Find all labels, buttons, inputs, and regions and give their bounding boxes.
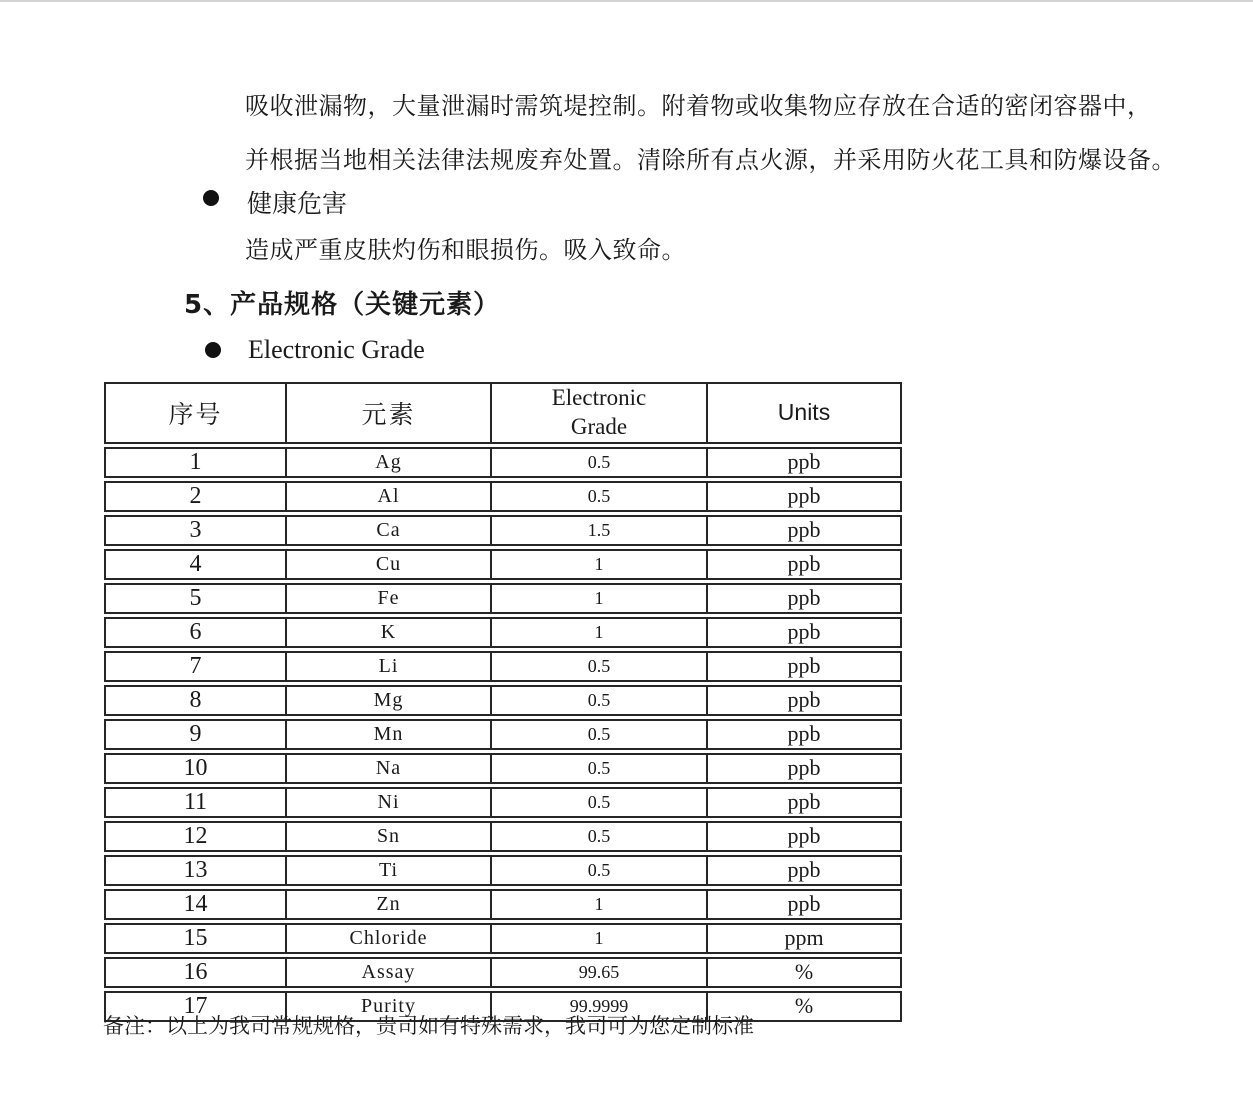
row-unit: ppb: [706, 685, 902, 716]
row-unit: ppb: [706, 447, 902, 478]
row-element: Cu: [285, 549, 490, 580]
health-hazard-bullet-label: 健康危害: [247, 189, 348, 218]
table-row: [104, 719, 902, 750]
table-header-row: [104, 382, 902, 444]
row-grade-value: 1: [490, 617, 706, 648]
row-index: 8: [104, 685, 285, 716]
row-grade-value: 0.5: [490, 821, 706, 852]
row-unit: ppb: [706, 515, 902, 546]
header-cell-units: Units: [706, 382, 902, 444]
row-element: Sn: [285, 821, 490, 852]
row-index: 6: [104, 617, 285, 648]
table-row: [104, 821, 902, 852]
row-grade-value: 1: [490, 923, 706, 954]
row-grade-value: 1: [490, 583, 706, 614]
table-row: [104, 583, 902, 614]
table-row: [104, 753, 902, 784]
row-unit: ppm: [706, 923, 902, 954]
row-index: 2: [104, 481, 285, 512]
table-row: [104, 549, 902, 580]
row-grade-value: 99.9999: [490, 991, 706, 1022]
table-row: [104, 651, 902, 682]
row-element: K: [285, 617, 490, 648]
table-footnote: 备注：以上为我司常规规格，贵司如有特殊需求，我司可为您定制标准: [103, 1014, 754, 1038]
header-grade-line-1: Electronic: [551, 385, 647, 410]
row-unit: ppb: [706, 583, 902, 614]
health-hazard-text: 造成严重皮肤灼伤和眼损伤。吸入致命。: [245, 236, 686, 264]
row-grade-value: 0.5: [490, 787, 706, 818]
row-index: 1: [104, 447, 285, 478]
row-index: 13: [104, 855, 285, 886]
row-grade-value: 0.5: [490, 753, 706, 784]
row-element: Ti: [285, 855, 490, 886]
row-index: 10: [104, 753, 285, 784]
row-unit: ppb: [706, 753, 902, 784]
row-element: Ca: [285, 515, 490, 546]
row-grade-value: 0.5: [490, 685, 706, 716]
row-unit: ppb: [706, 889, 902, 920]
table-row: [104, 617, 902, 648]
row-index: 5: [104, 583, 285, 614]
table-row: [104, 957, 902, 988]
row-grade-value: 1: [490, 889, 706, 920]
row-element: Ag: [285, 447, 490, 478]
row-grade-value: 0.5: [490, 447, 706, 478]
row-element: Mn: [285, 719, 490, 750]
row-grade-value: 0.5: [490, 855, 706, 886]
row-unit: ppb: [706, 549, 902, 580]
row-element: Al: [285, 481, 490, 512]
row-element: Mg: [285, 685, 490, 716]
row-index: 16: [104, 957, 285, 988]
row-index: 3: [104, 515, 285, 546]
row-unit: ppb: [706, 719, 902, 750]
row-element: Chloride: [285, 923, 490, 954]
row-element: Assay: [285, 957, 490, 988]
header-cell-grade: [490, 382, 706, 444]
spec-table: [104, 379, 902, 1025]
spill-paragraph-line-1: 吸收泄漏物，大量泄漏时需筑堤控制。附着物或收集物应存放在合适的密闭容器中，: [245, 92, 1152, 120]
table-row: [104, 923, 902, 954]
row-grade-value: 0.5: [490, 481, 706, 512]
row-unit: ppb: [706, 617, 902, 648]
spill-paragraph-line-2: 并根据当地相关法律法规废弃处置。清除所有点火源，并采用防火花工具和防爆设备。: [245, 146, 1176, 174]
table-row: [104, 787, 902, 818]
bullet-icon: [203, 190, 219, 206]
row-index: 7: [104, 651, 285, 682]
table-row: [104, 685, 902, 716]
row-unit: ppb: [706, 855, 902, 886]
table-row: [104, 889, 902, 920]
row-unit: ppb: [706, 787, 902, 818]
table-row: [104, 481, 902, 512]
row-unit: ppb: [706, 821, 902, 852]
row-grade-value: 0.5: [490, 651, 706, 682]
row-index: 4: [104, 549, 285, 580]
row-index: 11: [104, 787, 285, 818]
row-grade-value: 1.5: [490, 515, 706, 546]
electronic-grade-bullet-label: Electronic Grade: [248, 335, 425, 364]
row-element: Zn: [285, 889, 490, 920]
table-row: [104, 515, 902, 546]
scan-top-edge-artifact: [0, 0, 1253, 2]
row-grade-value: 1: [490, 549, 706, 580]
row-index: 12: [104, 821, 285, 852]
row-element: Li: [285, 651, 490, 682]
table-row: [104, 855, 902, 886]
row-unit: ppb: [706, 651, 902, 682]
row-grade-value: 0.5: [490, 719, 706, 750]
row-element: Fe: [285, 583, 490, 614]
row-unit: %: [706, 991, 902, 1022]
row-grade-value: 99.65: [490, 957, 706, 988]
row-index: 15: [104, 923, 285, 954]
table-row: [104, 447, 902, 478]
row-index: 14: [104, 889, 285, 920]
section-heading-product-spec: 5、产品规格（关键元素）: [184, 290, 501, 320]
row-unit: ppb: [706, 481, 902, 512]
bullet-icon: [205, 342, 221, 358]
header-grade-line-2: Grade: [570, 413, 628, 439]
row-element: Na: [285, 753, 490, 784]
row-unit: %: [706, 957, 902, 988]
header-cell-element: 元素: [285, 382, 490, 444]
row-element: Purity: [285, 991, 490, 1022]
row-index: 9: [104, 719, 285, 750]
row-element: Ni: [285, 787, 490, 818]
row-index: 17: [104, 991, 285, 1022]
header-cell-index: 序号: [104, 382, 285, 444]
